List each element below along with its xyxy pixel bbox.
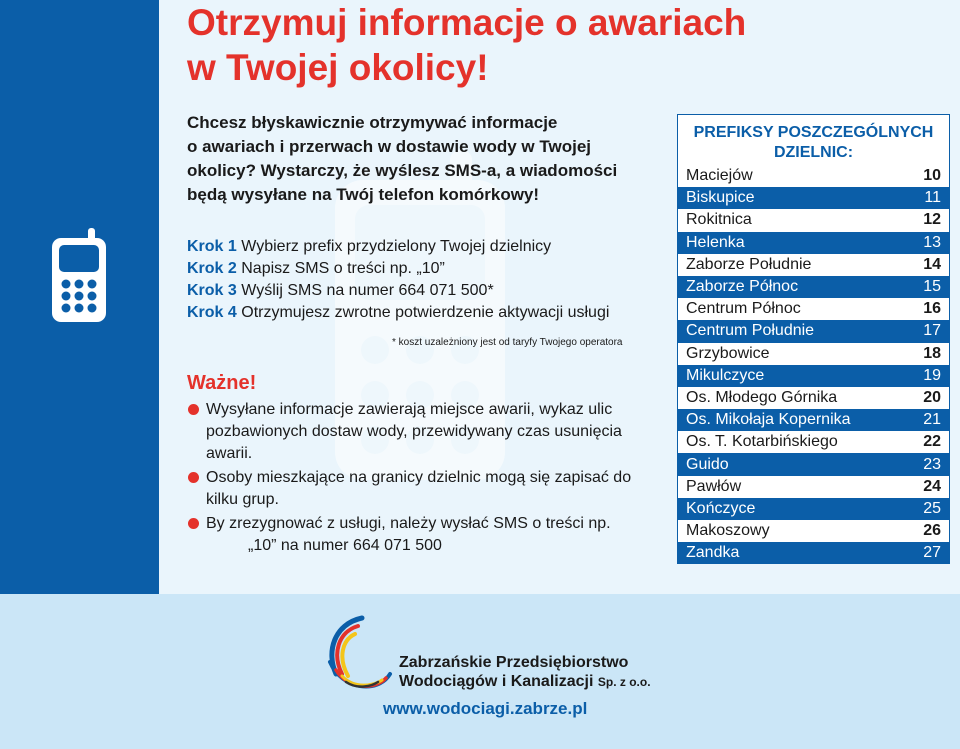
district-name: Rokitnica: [686, 211, 752, 229]
district-prefix-code: 16: [923, 300, 941, 318]
page-title: [187, 0, 887, 90]
district-name: Helenka: [686, 233, 745, 251]
district-prefix-code: 14: [923, 255, 941, 273]
district-prefix-code: 24: [923, 477, 941, 495]
step-text: Otrzymujesz zwrotne potwierdzenie aktywacji usługi: [241, 304, 610, 321]
district-prefix-code: 11: [924, 189, 941, 207]
prefix-row: [678, 409, 949, 431]
district-name: Biskupice: [686, 189, 755, 207]
prefix-row: [678, 387, 949, 409]
bullet-item: [187, 467, 657, 511]
district-prefix-code: 15: [923, 278, 941, 296]
prefix-table-title: [678, 115, 949, 165]
prefix-row: [678, 298, 949, 320]
prefix-row: [678, 254, 949, 276]
prefix-title-line-1: PREFIKSY POSZCZEGÓLNYCH: [693, 124, 934, 141]
step-text: Wybierz prefix przydzielony Twojej dzielnicy: [241, 238, 552, 255]
prefix-row: [678, 542, 949, 564]
bullet-text-tail: „10” na numer 664 071 500: [248, 537, 442, 554]
intro-line-2: o awariach i przerwach w dostawie wody w Twojej: [187, 137, 592, 156]
prefix-rows: [678, 165, 949, 564]
district-name: Maciejów: [686, 167, 753, 185]
website-link[interactable]: www.wodociagi.zabrze.pl: [383, 699, 588, 718]
important-bullets: [187, 399, 657, 559]
company-name-line-1: Zabrzańskie Przedsiębiorstwo: [399, 654, 629, 671]
district-name: Centrum Południe: [686, 322, 815, 340]
prefix-row: [678, 232, 949, 254]
step-text: Wyślij SMS na numer 664 071 500*: [241, 282, 494, 299]
prefix-row: [678, 476, 949, 498]
prefix-row: [678, 520, 949, 542]
district-prefix-code: 20: [923, 388, 941, 406]
company-name: [399, 653, 651, 692]
company-logo: [322, 612, 394, 694]
prefix-row: [678, 187, 949, 209]
prefix-row: [678, 276, 949, 298]
step-text: Napisz SMS o treści np. „10”: [241, 260, 445, 277]
district-prefix-code: 22: [923, 433, 941, 451]
district-name: Centrum Północ: [686, 300, 801, 318]
district-prefix-code: 18: [923, 344, 941, 362]
step-item: [187, 280, 657, 302]
steps-list: [187, 236, 657, 324]
prefix-title-line-2: DZIELNIC:: [773, 144, 854, 161]
prefix-row: [678, 165, 949, 187]
bullet-text: Wysyłane informacje zawierają miejsce awarii, wykaz ulic pozbawionych dostaw wody, przewidywany czas usunięcia awarii.: [206, 401, 622, 462]
district-prefix-code: 23: [923, 455, 941, 473]
district-name: Os. T. Kotarbińskiego: [686, 433, 838, 451]
prefix-row: [678, 365, 949, 387]
bullet-dot-icon: [188, 518, 199, 529]
mobile-phone-icon: [50, 228, 108, 324]
important-heading: Ważne!: [187, 372, 257, 394]
district-name: Os. Mikołaja Kopernika: [686, 411, 851, 429]
cost-footnote: * koszt uzależniony jest od taryfy Twojego operatora: [392, 337, 623, 348]
bullet-text: Osoby mieszkające na granicy dzielnic mogą się zapisać do kilku grup.: [206, 469, 632, 508]
bullet-dot-icon: [188, 404, 199, 415]
title-line-2: w Twojej okolicy!: [187, 47, 489, 88]
prefix-row: [678, 453, 949, 475]
district-prefix-code: 21: [923, 411, 941, 429]
district-name: Grzybowice: [686, 344, 770, 362]
bullet-item: [187, 399, 657, 465]
district-prefix-code: 19: [923, 366, 941, 384]
step-label: Krok 1: [187, 238, 237, 255]
district-prefix-code: 26: [923, 522, 941, 540]
bullet-dot-icon: [188, 472, 199, 483]
district-name: Pawłów: [686, 477, 742, 495]
bullet-text: By zrezygnować z usługi, należy wysłać SMS o treści np.: [206, 515, 611, 532]
district-name: Zaborze Południe: [686, 255, 812, 273]
bullet-item: [187, 513, 657, 557]
district-name: Mikulczyce: [686, 366, 765, 384]
district-name: Guido: [686, 455, 729, 473]
district-prefix-code: 25: [923, 499, 941, 517]
intro-paragraph: [187, 111, 657, 207]
prefix-row: [678, 209, 949, 231]
step-item: [187, 258, 657, 280]
district-name: Os. Młodego Górnika: [686, 388, 838, 406]
prefix-row: [678, 498, 949, 520]
district-name: Zaborze Północ: [686, 278, 799, 296]
company-suffix: Sp. z o.o.: [597, 675, 651, 689]
step-item: [187, 236, 657, 258]
prefix-row: [678, 320, 949, 342]
district-prefix-code: 12: [923, 211, 941, 229]
district-prefix-code: 10: [923, 167, 941, 185]
district-name: Kończyce: [686, 499, 756, 517]
step-label: Krok 4: [187, 304, 237, 321]
district-prefix-code: 13: [923, 233, 941, 251]
district-prefix-code: 27: [923, 544, 941, 562]
step-label: Krok 2: [187, 260, 237, 277]
intro-line-3: okolicy? Wystarczy, że wyślesz SMS-a, a wiadomości: [187, 161, 618, 180]
step-label: Krok 3: [187, 282, 237, 299]
district-prefix-code: 17: [923, 322, 941, 340]
prefix-row: [678, 431, 949, 453]
intro-line-4: będą wysyłane na Twój telefon komórkowy!: [187, 185, 540, 204]
prefix-table: [677, 114, 950, 564]
step-item: [187, 302, 657, 324]
district-name: Makoszowy: [686, 522, 770, 540]
prefix-row: [678, 343, 949, 365]
district-name: Zandka: [686, 544, 740, 562]
intro-line-1: Chcesz błyskawicznie otrzymywać informacje: [187, 113, 558, 132]
company-name-line-2: Wodociągów i Kanalizacji: [399, 673, 594, 690]
title-line-1: Otrzymuj informacje o awariach: [187, 2, 747, 43]
